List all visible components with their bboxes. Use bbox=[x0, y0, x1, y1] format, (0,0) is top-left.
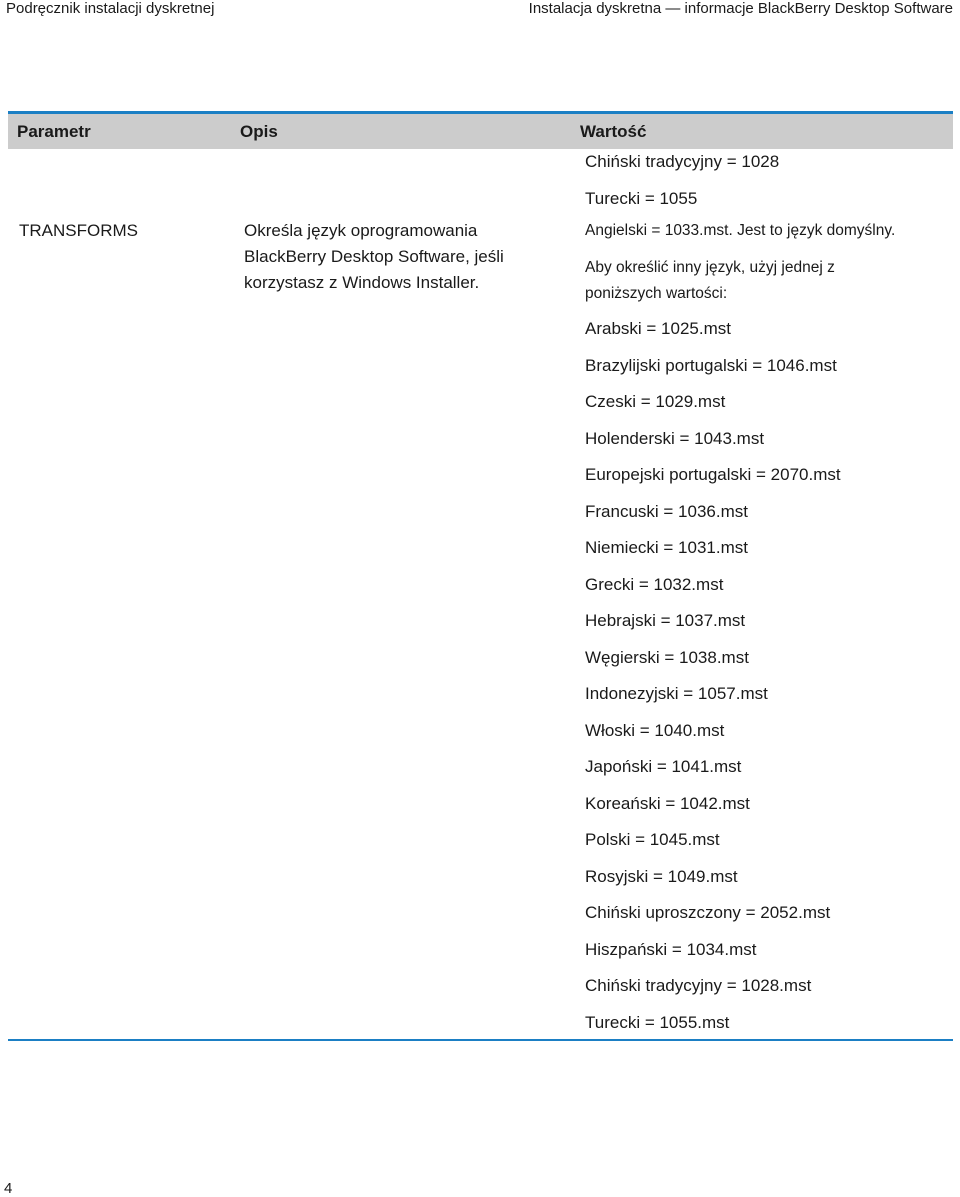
language-value: Francuski = 1036.mst bbox=[585, 502, 748, 521]
language-value: Czeski = 1029.mst bbox=[585, 392, 726, 411]
language-value: Grecki = 1032.mst bbox=[585, 575, 724, 594]
language-value: Japoński = 1041.mst bbox=[585, 757, 742, 776]
language-value: Koreański = 1042.mst bbox=[585, 794, 750, 813]
carry-over-value: Turecki = 1055 bbox=[585, 189, 698, 208]
default-language-note: Angielski = 1033.mst. Jest to język domyślny. bbox=[585, 222, 896, 239]
language-value: Brazylijski portugalski = 1046.mst bbox=[585, 356, 837, 375]
column-header-opis: Opis bbox=[240, 122, 278, 141]
language-value: Turecki = 1055.mst bbox=[585, 1013, 730, 1032]
running-header-left: Podręcznik instalacji dyskretnej bbox=[6, 0, 215, 17]
running-header-right: Instalacja dyskretna — informacje BlackBerry Desktop Software bbox=[528, 0, 953, 17]
parameter-table bbox=[8, 111, 953, 149]
language-value: Hiszpański = 1034.mst bbox=[585, 940, 757, 959]
language-value: Europejski portugalski = 2070.mst bbox=[585, 465, 841, 484]
param-name-cell: TRANSFORMS bbox=[19, 221, 138, 240]
language-value: Włoski = 1040.mst bbox=[585, 721, 725, 740]
column-header-parametr: Parametr bbox=[17, 122, 91, 141]
other-language-note: Aby określić inny język, użyj jednej z poniższych wartości: bbox=[585, 259, 835, 302]
language-value: Holenderski = 1043.mst bbox=[585, 429, 765, 448]
language-value: Węgierski = 1038.mst bbox=[585, 648, 749, 667]
language-value: Chiński uproszczony = 2052.mst bbox=[585, 903, 831, 922]
table-bottom-rule bbox=[8, 1039, 953, 1041]
language-value: Chiński tradycyjny = 1028.mst bbox=[585, 976, 812, 995]
language-value: Niemiecki = 1031.mst bbox=[585, 538, 748, 557]
carry-over-value: Chiński tradycyjny = 1028 bbox=[585, 152, 780, 171]
column-header-wartosc: Wartość bbox=[580, 122, 647, 141]
language-value: Hebrajski = 1037.mst bbox=[585, 611, 746, 630]
language-value: Polski = 1045.mst bbox=[585, 830, 720, 849]
language-value: Arabski = 1025.mst bbox=[585, 319, 731, 338]
language-value: Rosyjski = 1049.mst bbox=[585, 867, 738, 886]
page-number: 4 bbox=[4, 1180, 13, 1197]
param-description-cell: Określa język oprogramowania BlackBerry Desktop Software, jeśli korzystasz z Windows Installer. bbox=[244, 221, 504, 292]
language-value: Indonezyjski = 1057.mst bbox=[585, 684, 768, 703]
table-header-row bbox=[8, 114, 953, 149]
